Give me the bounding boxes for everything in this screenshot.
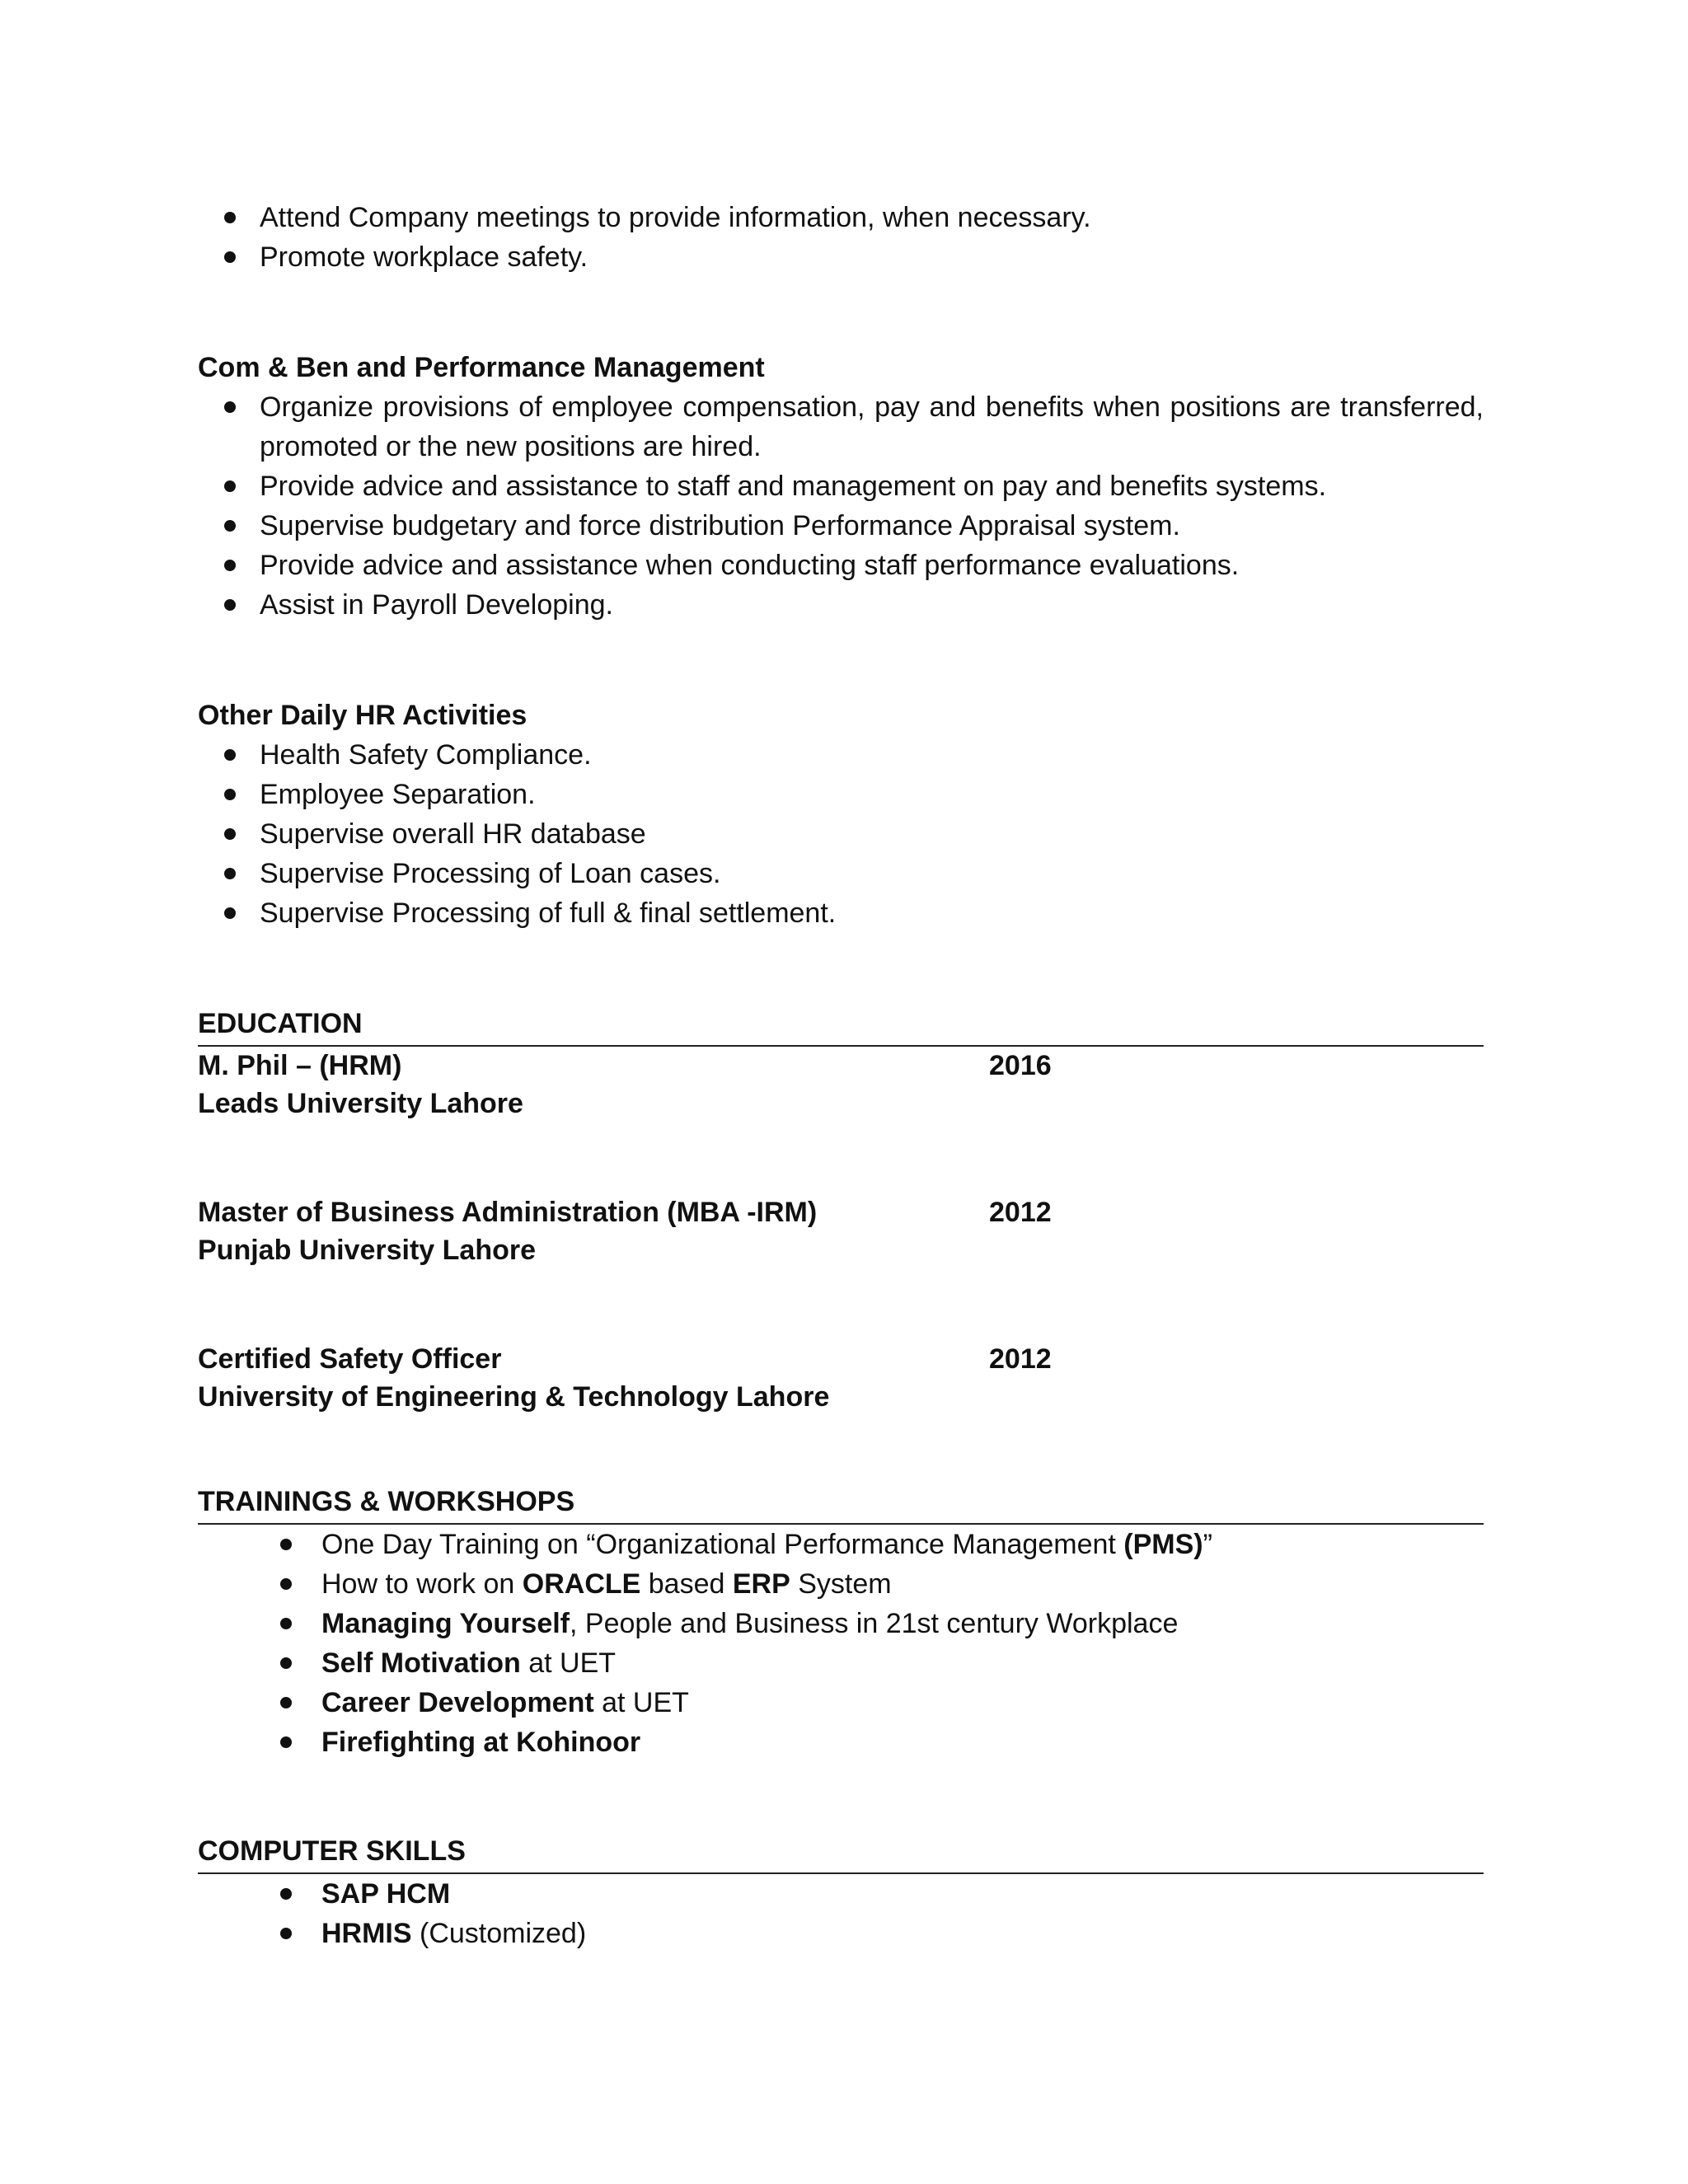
education-heading: EDUCATION xyxy=(198,1004,1484,1047)
daily-hr-section xyxy=(198,696,1484,933)
list-item: Supervise Processing of Loan cases. xyxy=(198,854,1484,893)
training-emphasis: ORACLE xyxy=(522,1568,641,1600)
daily-hr-heading: Other Daily HR Activities xyxy=(198,700,528,731)
training-emphasis: Self Motivation xyxy=(321,1647,521,1679)
trainings-heading: TRAININGS & WORKSHOPS xyxy=(198,1482,1484,1525)
resume-content xyxy=(198,198,1484,1953)
training-text: ” xyxy=(1203,1529,1212,1560)
list-item: Assist in Payroll Developing. xyxy=(198,585,1484,625)
top-bullet-list xyxy=(198,198,1484,277)
trainings-section xyxy=(198,1482,1484,1762)
skill-name: SAP HCM xyxy=(321,1878,451,1910)
institution-name: Punjab University Lahore xyxy=(198,1235,536,1266)
list-item xyxy=(198,1564,1484,1604)
list-item: Promote workplace safety. xyxy=(198,237,1484,277)
training-text: at UET xyxy=(520,1647,617,1679)
degree-year: 2016 xyxy=(989,1050,1052,1081)
list-item: Provide advice and assistance when conducting staff performance evaluations. xyxy=(198,546,1484,585)
training-text: at UET xyxy=(593,1687,689,1718)
training-emphasis: Firefighting at Kohinoor xyxy=(321,1727,641,1758)
degree-year: 2012 xyxy=(989,1343,1052,1375)
list-item xyxy=(198,1722,1484,1762)
list-item xyxy=(198,1914,1484,1953)
skill-name: HRMIS xyxy=(321,1918,412,1949)
training-text: based xyxy=(640,1568,733,1600)
list-item: Health Safety Compliance. xyxy=(198,735,1484,775)
trainings-list xyxy=(198,1525,1484,1762)
degree-name: Master of Business Administration (MBA -IRM) xyxy=(198,1197,818,1228)
skill-note: (Customized) xyxy=(411,1918,587,1949)
education-section xyxy=(198,1004,1484,1416)
degree-name: Certified Safety Officer xyxy=(198,1343,502,1375)
institution-name: University of Engineering & Technology Lahore xyxy=(198,1381,830,1413)
education-entry xyxy=(198,1047,1484,1122)
list-item: Organize provisions of employee compensation, pay and benefits when positions are transferred, promoted or the new positions are hired. xyxy=(198,387,1484,466)
list-item xyxy=(198,1683,1484,1722)
list-item xyxy=(198,1525,1484,1564)
training-text: How to work on xyxy=(321,1568,523,1600)
education-entry xyxy=(198,1340,1484,1416)
comben-heading: Com & Ben and Performance Management xyxy=(198,352,765,383)
computer-skills-section xyxy=(198,1831,1484,1953)
degree-year: 2012 xyxy=(989,1197,1052,1228)
training-emphasis: (PMS) xyxy=(1123,1529,1203,1560)
training-text: One Day Training on “Organizational Performance Management xyxy=(321,1529,1124,1560)
list-item xyxy=(198,1874,1484,1914)
computer-skills-list xyxy=(198,1874,1484,1953)
comben-section xyxy=(198,348,1484,625)
list-item: Supervise overall HR database xyxy=(198,814,1484,854)
institution-name: Leads University Lahore xyxy=(198,1088,523,1119)
comben-list xyxy=(198,387,1484,625)
daily-hr-list xyxy=(198,735,1484,933)
education-entry xyxy=(198,1193,1484,1269)
degree-name: M. Phil – (HRM) xyxy=(198,1050,402,1081)
list-item: Supervise Processing of full & final settlement. xyxy=(198,893,1484,933)
list-item: Employee Separation. xyxy=(198,775,1484,814)
list-item: Attend Company meetings to provide information, when necessary. xyxy=(198,198,1484,237)
training-text: , People and Business in 21st century Workplace xyxy=(570,1608,1179,1639)
list-item: Provide advice and assistance to staff and management on pay and benefits systems. xyxy=(198,466,1484,506)
training-emphasis: Managing Yourself xyxy=(321,1608,570,1639)
training-emphasis: ERP xyxy=(732,1568,790,1600)
training-emphasis: Career Development xyxy=(321,1687,594,1718)
list-item: Supervise budgetary and force distribution Performance Appraisal system. xyxy=(198,506,1484,546)
list-item xyxy=(198,1643,1484,1683)
training-text: System xyxy=(790,1568,892,1600)
computer-skills-heading: COMPUTER SKILLS xyxy=(198,1831,1484,1874)
list-item xyxy=(198,1604,1484,1643)
